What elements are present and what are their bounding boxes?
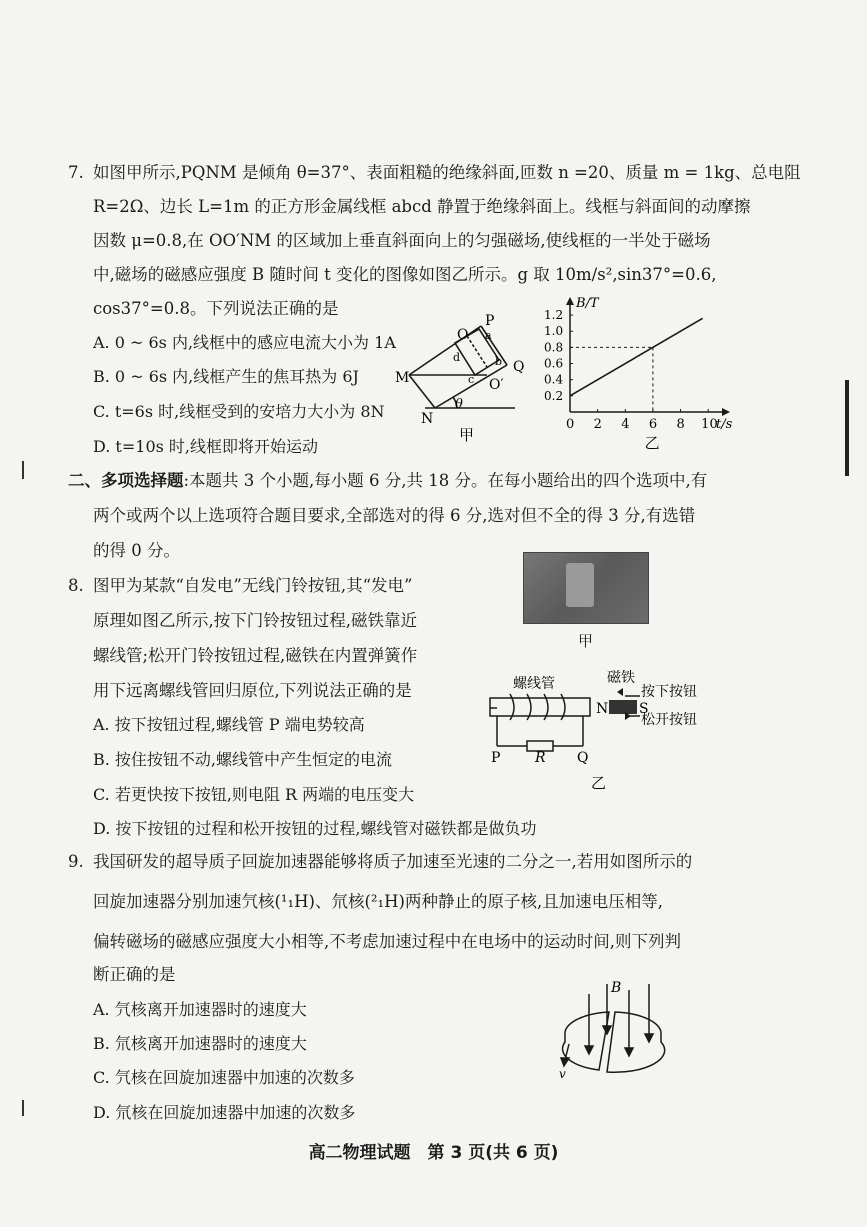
section2-line-3: 的得 0 分。 bbox=[93, 541, 180, 560]
label-N: N bbox=[421, 411, 434, 427]
end-P-label: P bbox=[491, 750, 501, 766]
y-tick-label: 1.0 bbox=[544, 324, 564, 339]
q7-option-b[interactable]: B. 0 ~ 6s 内,线框产生的焦耳热为 6J bbox=[93, 367, 359, 386]
q9-line-3: 偏转磁场的磁感应强度大小相等,不考虑加速过程中在电场中的运动时间,则下列判 bbox=[93, 932, 681, 951]
doorbell-photo bbox=[523, 552, 649, 624]
y-tick-label: 0.6 bbox=[544, 356, 564, 371]
page-footer: 高二物理试题 第 3 页(共 6 页) bbox=[308, 1143, 559, 1163]
x-tick-label: 2 bbox=[593, 417, 602, 432]
x-tick-label: 0 bbox=[566, 417, 575, 432]
label-d: d bbox=[453, 351, 461, 364]
magnet-label: 磁铁 bbox=[607, 670, 635, 686]
q9-cyclotron-figure bbox=[555, 980, 675, 1080]
q9-line-4: 断正确的是 bbox=[93, 965, 176, 984]
y-tick-label: 0.8 bbox=[544, 340, 564, 355]
resistor-R-label: R bbox=[535, 750, 546, 766]
label-P: P bbox=[485, 313, 495, 329]
x-tick-label: 10 bbox=[701, 417, 718, 432]
q8-option-d[interactable]: D. 按下按钮的过程和松开按钮的过程,螺线管对磁铁都是做负功 bbox=[93, 819, 537, 838]
section2-header bbox=[68, 470, 707, 492]
q8-photo-caption: 甲 bbox=[578, 632, 594, 650]
x-axis-label: t/s bbox=[716, 417, 733, 432]
q7-line-3: 因数 μ=0.8,在 OO′NM 的区域加上垂直斜面向上的匀强磁场,使线框的一半处于磁场 bbox=[93, 231, 711, 250]
section2-line-1: :本题共 3 个小题,每小题 6 分,共 18 分。在每小题给出的四个选项中,有 bbox=[183, 471, 708, 490]
pole-S-label: S bbox=[639, 701, 649, 717]
q9-line-1: 我国研发的超导质子回旋加速器能够将质子加速至光速的二分之一,若用如图所示的 bbox=[93, 852, 693, 871]
margin-mark bbox=[22, 461, 24, 479]
label-b: b bbox=[495, 355, 503, 368]
q8-line-1: 图甲为某款“自发电”无线门铃按钮,其“发电” bbox=[93, 576, 413, 595]
y-axis-arrow bbox=[566, 297, 574, 305]
q7-number: 7. bbox=[68, 163, 84, 182]
q7-incline-figure bbox=[395, 305, 540, 460]
label-O-prime: O′ bbox=[489, 377, 504, 393]
q8-option-c[interactable]: C. 若更快按下按钮,则电阻 R 两端的电压变大 bbox=[93, 785, 415, 804]
label-c: c bbox=[468, 373, 475, 386]
q7-line-1: 如图甲所示,PQNM 是倾角 θ=37°、表面粗糙的绝缘斜面,匝数 n =20、质量 m = 1kg、总电阻 bbox=[93, 163, 801, 182]
q8-line-2: 原理如图乙所示,按下门铃按钮过程,磁铁靠近 bbox=[93, 611, 417, 630]
q7-line-4: 中,磁场的磁感应强度 B 随时间 t 变化的图像如图乙所示。g 取 10m/s²,sin37°=0.6, bbox=[93, 265, 717, 284]
y-tick-label: 1.2 bbox=[544, 308, 564, 323]
q8-line-3: 螺线管;松开门铃按钮过程,磁铁在内置弹簧作 bbox=[93, 646, 418, 665]
series-line bbox=[570, 318, 703, 396]
field-B-label: B bbox=[611, 980, 622, 996]
q7-bt-chart bbox=[540, 295, 733, 455]
q9-option-d[interactable]: D. 氘核在回旋加速器中加速的次数多 bbox=[93, 1103, 356, 1122]
q7-line-5: cos37°=0.8。下列说法正确的是 bbox=[93, 299, 339, 318]
doorbell-button-shape bbox=[566, 563, 594, 607]
label-a: a bbox=[485, 329, 492, 342]
y-axis-label: B/T bbox=[576, 296, 599, 311]
q9-line-2: 回旋加速器分别加速氕核(¹₁H)、氘核(²₁H)两种静止的原子核,且加速电压相等, bbox=[93, 892, 663, 911]
q8-solenoid-figure bbox=[485, 668, 725, 798]
y-tick-label: 0.4 bbox=[544, 372, 564, 387]
x-tick-label: 8 bbox=[676, 417, 685, 432]
label-O: O bbox=[457, 327, 469, 343]
release-label: 松开按钮 bbox=[641, 712, 697, 728]
x-axis-arrow bbox=[722, 408, 730, 416]
q9-number: 9. bbox=[68, 852, 84, 871]
q7-line-2: R=2Ω、边长 L=1m 的正方形金属线框 abcd 静置于绝缘斜面上。线框与斜面间的动摩擦 bbox=[93, 197, 751, 216]
solenoid-label: 螺线管 bbox=[513, 676, 555, 692]
q7-option-a[interactable]: A. 0 ~ 6s 内,线框中的感应电流大小为 1A bbox=[93, 333, 396, 352]
end-Q-label: Q bbox=[577, 750, 589, 766]
pole-N-label: N bbox=[596, 701, 609, 717]
label-Q: Q bbox=[513, 359, 525, 375]
q9-option-a[interactable]: A. 氕核离开加速器时的速度大 bbox=[93, 1000, 307, 1019]
press-label: 按下按钮 bbox=[641, 684, 697, 700]
q9-option-b[interactable]: B. 氘核离开加速器时的速度大 bbox=[93, 1034, 307, 1053]
margin-mark bbox=[22, 1100, 24, 1116]
q8-option-b[interactable]: B. 按住按钮不动,螺线管中产生恒定的电流 bbox=[93, 750, 393, 769]
fig-jia-caption: 甲 bbox=[459, 426, 475, 444]
q8-number: 8. bbox=[68, 576, 84, 595]
q7-option-d[interactable]: D. t=10s 时,线框即将开始运动 bbox=[93, 437, 319, 456]
y-tick-label: 0.2 bbox=[544, 388, 564, 403]
q8-line-4: 用下远离螺线管回归原位,下列说法正确的是 bbox=[93, 681, 412, 700]
q9-option-c[interactable]: C. 氕核在回旋加速器中加速的次数多 bbox=[93, 1068, 355, 1087]
chart-caption: 乙 bbox=[644, 434, 660, 452]
section2-title: 二、多项选择题 bbox=[68, 471, 184, 490]
label-M: M bbox=[395, 370, 410, 386]
velocity-v-label: v bbox=[559, 1067, 566, 1081]
q7-option-c[interactable]: C. t=6s 时,线框受到的安培力大小为 8N bbox=[93, 402, 385, 421]
section2-line-2: 两个或两个以上选项符合题目要求,全部选对的得 6 分,选对但不全的得 3 分,有选错 bbox=[93, 506, 696, 525]
x-tick-label: 4 bbox=[621, 417, 630, 432]
edge-mark bbox=[845, 380, 849, 476]
x-tick-label: 6 bbox=[648, 417, 658, 432]
fig-yi-caption: 乙 bbox=[591, 774, 607, 792]
q8-option-a[interactable]: A. 按下按钮过程,螺线管 P 端电势较高 bbox=[93, 715, 365, 734]
label-theta: θ bbox=[455, 397, 463, 412]
